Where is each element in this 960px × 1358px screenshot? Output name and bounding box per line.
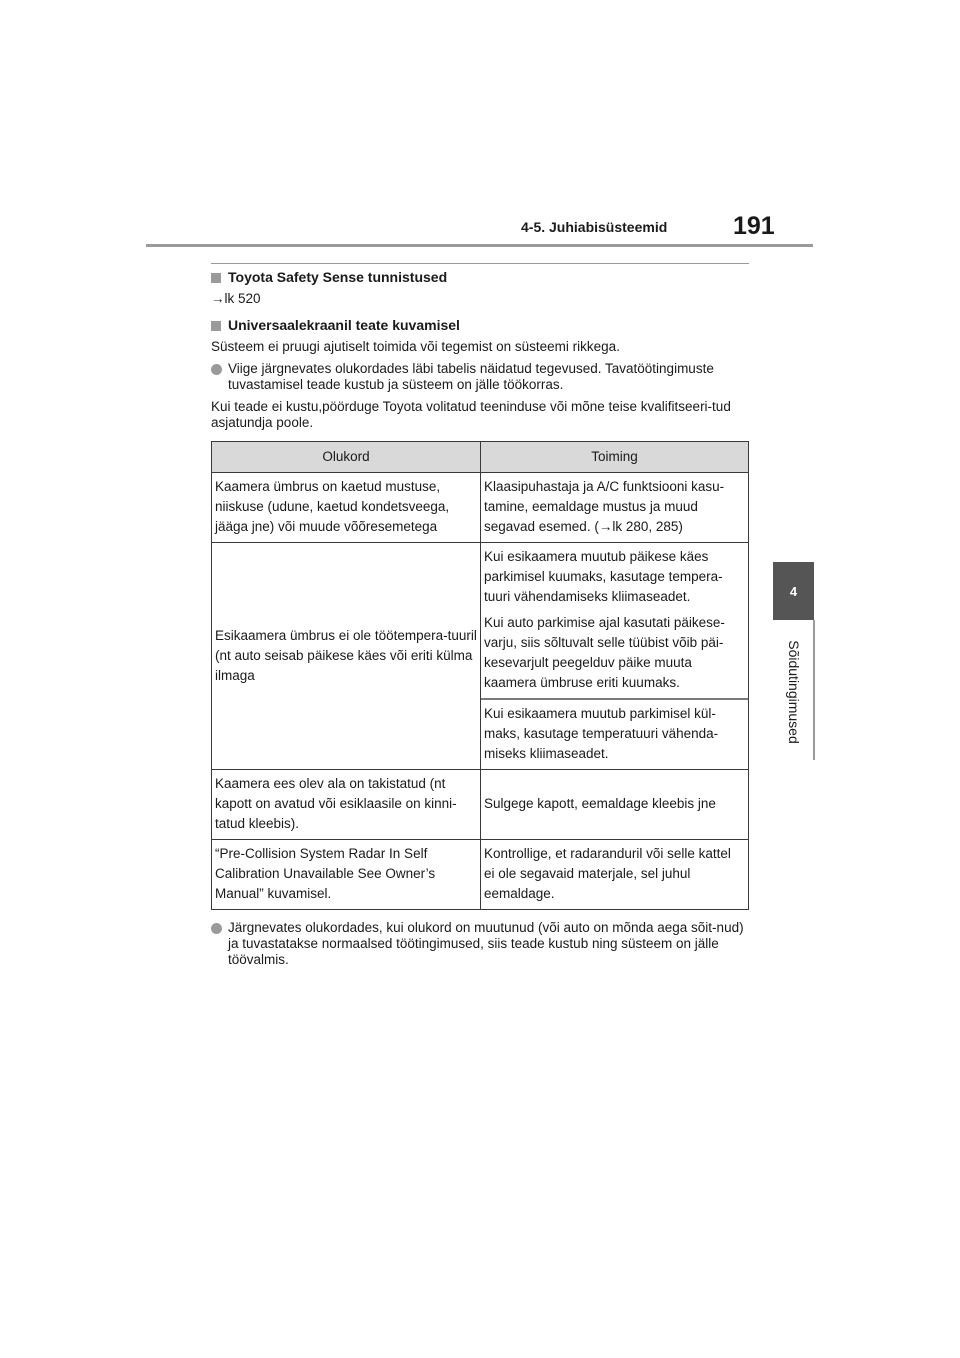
situation-cell: Esikaamera ümbrus ei ole töötempera-tuuril (nt auto seisab päikese käes või eriti külma ilmaga	[212, 543, 481, 770]
chapter-title: Sõidutingimused	[786, 640, 802, 744]
running-header-section-title: 4-5. Juhiabisüsteemid	[521, 219, 668, 235]
table-row	[212, 543, 749, 770]
table-row	[212, 840, 749, 910]
intro-paragraph: Süsteem ei pruugi ajutiselt toimida või tegemist on süsteemi rikkega.	[211, 339, 620, 354]
chapter-side-rule	[813, 620, 815, 760]
situation-cell: Kaamera ees olev ala on takistatud (nt kapott on avatud või esiklaasile on kinni-tatud kleebis).	[212, 770, 481, 840]
action-text: Kui esikaamera muutub parkimisel kül-maks, kasutage temperatuuri vähenda-miseks kliimaseadet.	[484, 706, 719, 761]
section-heading-text: Universaalekraanil teate kuvamisel	[228, 317, 460, 333]
page-number: 191	[733, 212, 775, 240]
situation-cell: Kaamera ümbrus on kaetud mustuse, niiskuse (udune, kaetud kondetsveega, jääga jne) või muude võõresemetega	[212, 473, 481, 543]
bullet-instructions: Viige järgnevates olukordades läbi tabelis näidatud tegevused. Tavatöötingimuste tuvastamisel teade kustub ja süsteem on jälle töökorras.	[211, 361, 749, 393]
section-heading-message-display	[211, 317, 749, 333]
bullet-recovery: Järgnevates olukordades, kui olukord on muutunud (või auto on mõnda aega sõit-nud) ja tuvastatakse normaalsed töötingimused, siis teade kustub ning süsteem on jälle töövalmis.	[211, 920, 749, 968]
action-cell: Klaasipuhastaja ja A/C funktsiooni kasu-tamine, eemaldage mustus ja muud segavad esemed. (→lk 280, 285)	[481, 473, 749, 543]
action-text: Kui auto parkimise ajal kasutati päikese-varju, siis sõltuvalt selle tüübist võib päi-kesevarjult peegelduv päike muuta kaamera ümbruse eriti kuumaks.	[484, 615, 725, 690]
page-reference	[211, 291, 749, 307]
section-heading-text: Toyota Safety Sense tunnistused	[228, 269, 448, 285]
table-row	[212, 473, 749, 543]
page-content	[211, 263, 749, 968]
action-cell: Kontrollige, et radaranduril või selle kattel ei ole segavaid materjale, sel juhul eemaldage.	[481, 840, 749, 910]
column-header-situation: Olukord	[212, 442, 481, 473]
condition-table	[211, 441, 749, 910]
chapter-tab	[773, 562, 814, 620]
situation-cell: “Pre-Collision System Radar In Self Calibration Unavailable See Owner’s Manual” kuvamisel.	[212, 840, 481, 910]
column-header-action: Toiming	[481, 442, 749, 473]
arrow-right-icon: →	[211, 291, 225, 306]
header-rule	[146, 244, 813, 247]
page-reference-text: lk 520	[224, 291, 261, 306]
inner-divider	[481, 698, 748, 700]
table-header-row	[212, 442, 749, 473]
action-cell	[481, 543, 749, 770]
chapter-number: 4	[789, 584, 798, 599]
table-row	[212, 770, 749, 840]
section-heading-toyota-safety-sense	[211, 269, 749, 285]
contact-paragraph: Kui teade ei kustu,pöörduge Toyota volitatud teeninduse või mõne teise kvalifitseeri-tud asjatundja poole.	[211, 399, 731, 430]
action-cell: Sulgege kapott, eemaldage kleebis jne	[481, 770, 749, 840]
action-text: Kui esikaamera muutub päikese käes parkimisel kuumaks, kasutage tempera-tuuri vähendamiseks kliimaseadet.	[484, 549, 723, 604]
